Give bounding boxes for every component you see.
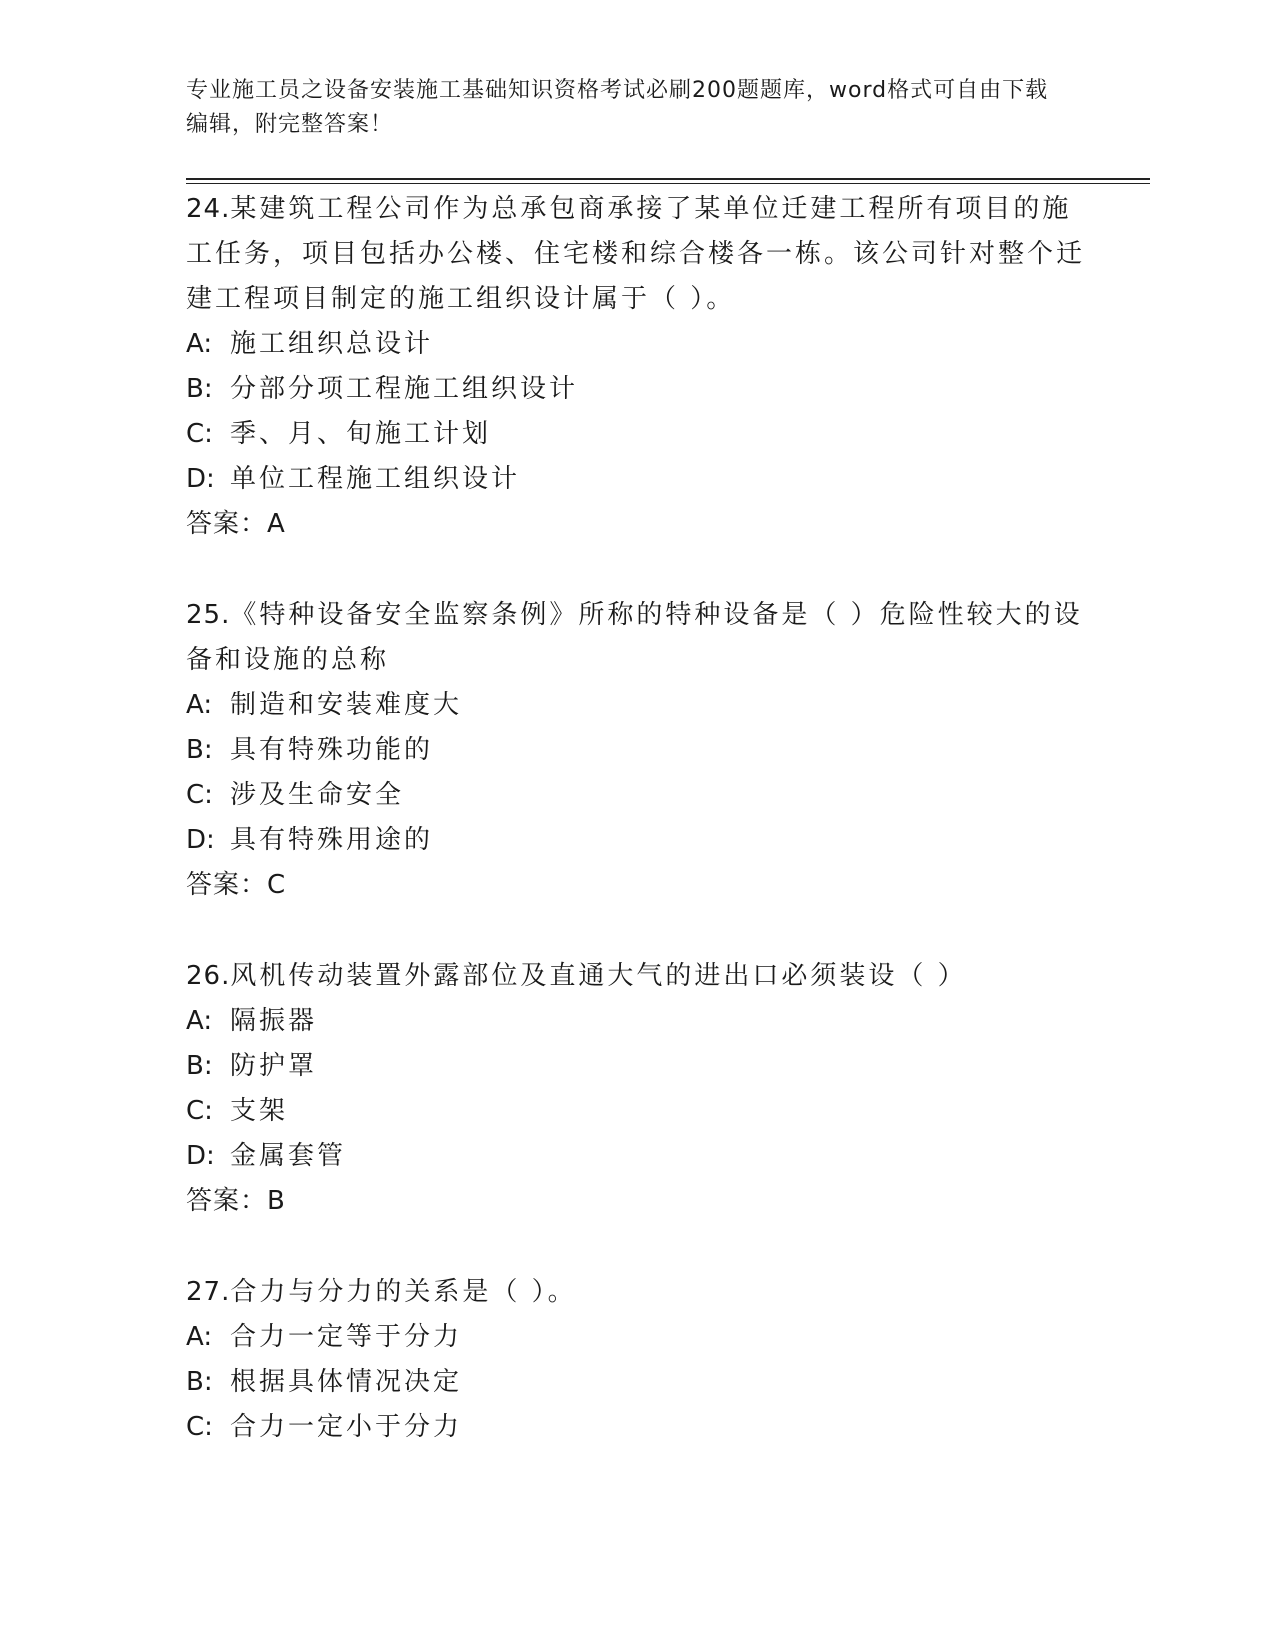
- question-26: [186, 954, 1086, 1224]
- option-c: [186, 412, 1086, 457]
- option-a: [186, 1315, 1086, 1360]
- option-a: [186, 322, 1086, 367]
- question-number: 24.: [186, 194, 231, 224]
- option-text: 支架: [230, 1096, 289, 1126]
- option-text: 具有特殊功能的: [230, 735, 434, 765]
- answer-line: [186, 502, 1086, 547]
- option-text: 具有特殊用途的: [230, 825, 434, 855]
- option-b: [186, 367, 1086, 412]
- question-number: 25.: [186, 600, 231, 630]
- question-25: [186, 593, 1086, 908]
- option-c: [186, 1405, 1086, 1450]
- option-letter: B:: [186, 735, 213, 765]
- question-number: 27.: [186, 1277, 231, 1307]
- answer-label: 答案：: [186, 870, 268, 900]
- document-header: 专业施工员之设备安装施工基础知识资格考试必刷200题题库，word格式可自由下载编辑，附完整答案！: [186, 78, 1049, 137]
- question-text: [186, 187, 1086, 322]
- question-text: [186, 1270, 1086, 1315]
- option-text: 分部分项工程施工组织设计: [230, 374, 579, 404]
- option-b: [186, 1044, 1086, 1089]
- answer-label: 答案：: [186, 509, 268, 539]
- option-letter: C:: [186, 1412, 213, 1442]
- answer-value: A: [267, 509, 286, 539]
- question-24: [186, 187, 1086, 547]
- option-text: 防护罩: [230, 1051, 318, 1081]
- question-text: [186, 954, 1086, 999]
- option-text: 施工组织总设计: [230, 329, 434, 359]
- option-c: [186, 773, 1086, 818]
- answer-line: [186, 1179, 1086, 1224]
- option-text: 涉及生命安全: [230, 780, 405, 810]
- option-text: 合力一定小于分力: [230, 1412, 463, 1442]
- answer-value: B: [267, 1186, 286, 1216]
- question-27: [186, 1270, 1086, 1450]
- option-letter: C:: [186, 780, 213, 810]
- option-letter: A:: [186, 1006, 213, 1036]
- option-letter: C:: [186, 419, 213, 449]
- option-letter: D:: [186, 464, 215, 494]
- option-a: [186, 999, 1086, 1044]
- option-text: 隔振器: [230, 1006, 318, 1036]
- header-divider-thick: [186, 178, 1150, 180]
- question-body: 合力与分力的关系是（ ）。: [230, 1277, 577, 1307]
- option-text: 制造和安装难度大: [230, 690, 463, 720]
- question-body: 某建筑工程公司作为总承包商承接了某单位迁建工程所有项目的施工任务，项目包括办公楼、住宅楼和综合楼各一栋。该公司针对整个迁建工程项目制定的施工组织设计属于（ ）。: [186, 194, 1086, 314]
- option-text: 合力一定等于分力: [230, 1322, 463, 1352]
- answer-value: C: [267, 870, 287, 900]
- option-text: 金属套管: [230, 1141, 347, 1171]
- answer-line: [186, 863, 1086, 908]
- option-d: [186, 457, 1086, 502]
- option-letter: A:: [186, 690, 213, 720]
- option-b: [186, 1360, 1086, 1405]
- option-text: 季、月、旬施工计划: [230, 419, 492, 449]
- option-d: [186, 1134, 1086, 1179]
- option-letter: B:: [186, 1367, 213, 1397]
- option-letter: D:: [186, 1141, 215, 1171]
- option-text: 根据具体情况决定: [230, 1367, 463, 1397]
- option-letter: D:: [186, 825, 215, 855]
- option-letter: C:: [186, 1096, 213, 1126]
- question-list: [186, 187, 1086, 1496]
- option-letter: B:: [186, 1051, 213, 1081]
- question-text: [186, 593, 1086, 683]
- option-c: [186, 1089, 1086, 1134]
- option-letter: A:: [186, 1322, 213, 1352]
- header-divider-thin: [186, 183, 1150, 184]
- answer-label: 答案：: [186, 1186, 268, 1216]
- option-a: [186, 683, 1086, 728]
- option-letter: B:: [186, 374, 213, 404]
- question-body: 《特种设备安全监察条例》所称的特种设备是（ ）危险性较大的设备和设施的总称: [186, 600, 1083, 675]
- option-b: [186, 728, 1086, 773]
- option-text: 单位工程施工组织设计: [230, 464, 521, 494]
- option-letter: A:: [186, 329, 213, 359]
- question-body: 风机传动装置外露部位及直通大气的进出口必须装设（ ）: [230, 961, 967, 991]
- option-d: [186, 818, 1086, 863]
- question-number: 26.: [186, 961, 231, 991]
